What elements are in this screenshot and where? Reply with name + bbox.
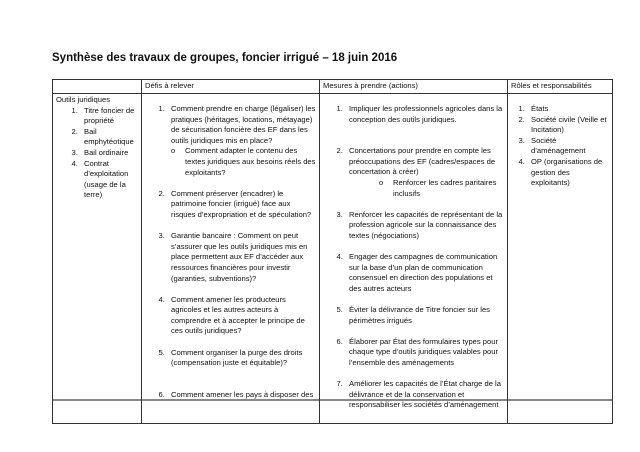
outils-cell <box>53 94 142 424</box>
list-item: 1. Impliquer les professionnels agricoles dans la conception des outils juridiques. <box>345 104 504 125</box>
synthesis-table <box>52 79 613 424</box>
list-item: 6. Comment amener les pays à disposer des <box>167 390 316 401</box>
sub-item: o Comment adapter le contenu des textes juridiques aux besoins réels des exploitants? <box>181 146 316 178</box>
list-item: 4. Contrat d’exploitation (usage de la terre) <box>80 159 138 201</box>
list-item: 6. Élaborer par État des formulaires types pour chaque type d’outils juridiques valables pour l’ensemble des aménagements <box>345 337 504 369</box>
list-item: 3. Renforcer les capacités de représentant de la profession agricole sur la connaissance des textes (négociations) <box>345 210 504 242</box>
sub-list <box>349 178 504 199</box>
list-item: 2. Bail emphytéotique <box>80 127 138 148</box>
list-item: 4. Engager des campagnes de communication sur la base d’un plan de communication consensuel en direction des populations et des autres acteurs <box>345 252 504 294</box>
roles-list <box>511 104 609 189</box>
list-item <box>167 104 316 178</box>
list-item: 3. Bail ordinaire <box>80 148 138 159</box>
list-item: 3. Société d’aménagement <box>527 136 609 157</box>
header-roles: Rôles et responsabilités <box>508 80 613 94</box>
mesures-list <box>323 104 504 411</box>
header-defis: Défis à relever <box>142 80 320 94</box>
mesure-text: Concertations pour prendre en compte les préoccupations des EF (cadres/espaces de concertation à créer) <box>349 146 496 177</box>
list-item: 3. Garantie bancaire : Comment on peut s’assurer que les outils juridiques mis en place permettent aux EF d’accéder aux ressources financières pour investir (garanties, subventions)? <box>167 231 316 284</box>
defi-text: Comment prendre en charge (légaliser) les pratiques (héritages, locations, métayage) de sécurisation foncière des EF dans les outils juridiques mis en place? <box>171 104 316 145</box>
defis-cell <box>142 94 320 424</box>
list-item: 7. Améliorer les capacités de l’État charge de la délivrance et de la conservation et responsabiliser les sociétés d’aménagement <box>345 379 504 411</box>
synthesis-table-wrapper <box>52 79 613 410</box>
table-header-row <box>53 80 613 94</box>
list-item <box>345 146 504 199</box>
list-item: 4. OP (organisations de gestion des exploitants) <box>527 157 609 189</box>
table-row <box>53 94 613 424</box>
list-item: 1. États <box>527 104 609 115</box>
list-item: 4. Comment amener les producteurs agricoles et les autres acteurs à comprendre et à accepter le principe de ces outils juridiques? <box>167 295 316 337</box>
sub-list <box>171 146 316 178</box>
document-title: Synthèse des travaux de groupes, foncier irrigué – 18 juin 2016 <box>52 52 398 64</box>
mesures-cell <box>320 94 508 424</box>
list-item: 2. Société civile (Veille et Incitation) <box>527 115 609 136</box>
outils-heading: Outils juridiques <box>56 95 111 104</box>
defis-list <box>145 104 316 400</box>
roles-cell <box>508 94 613 424</box>
list-item: 1. Titre foncier de propriété <box>80 106 138 127</box>
list-item: 5. Éviter la délivrance de Titre foncier sur les périmètres irrigués <box>345 305 504 326</box>
sub-item: o Renforcer les cadres paritaires inclusifs <box>389 178 504 199</box>
header-mesures: Mesures à prendre (actions) <box>320 80 508 94</box>
outils-list <box>56 106 138 201</box>
list-item: 2. Comment préserver (encadrer) le patrimoine foncier (irrigué) face aux risques d’expropriation et de spéculation? <box>167 189 316 221</box>
list-item: 5. Comment organiser la purge des droits (compensation juste et équitable)? <box>167 348 316 369</box>
header-empty <box>53 80 142 94</box>
